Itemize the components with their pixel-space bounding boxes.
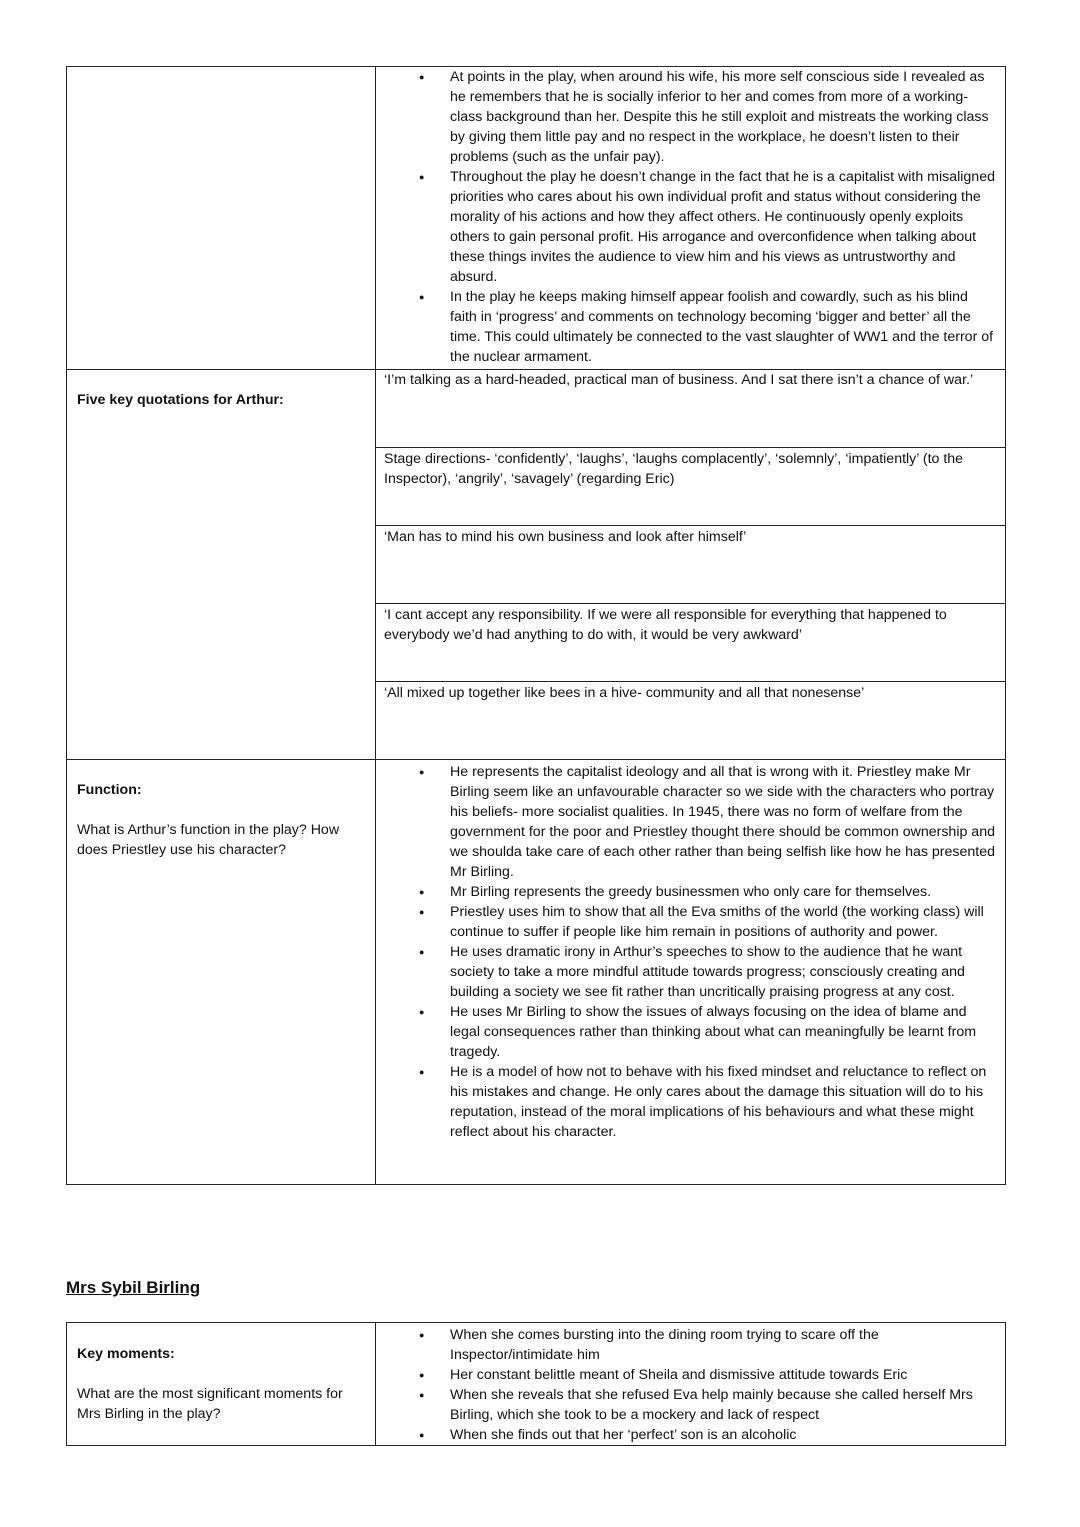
function-cell (376, 760, 1006, 1185)
quote-cell (376, 370, 1006, 448)
list-item: ● Her constant belittle meant of Sheila and dismissive attitude towards Eric (450, 1365, 995, 1385)
quote-3: ‘Man has to mind his own business and look after himself’ (384, 529, 747, 545)
quote-5: ‘All mixed up together like bees in a hive- community and all that nonesense’ (384, 685, 865, 701)
function-label: Function: (77, 782, 142, 798)
empty-label-cell (67, 67, 376, 370)
table-row (67, 760, 1006, 1185)
quote-cell (376, 682, 1006, 760)
list-item: ● Priestley uses him to show that all the Eva smiths of the world (the working class) will continue to suffer if people like him remain in positions of authority and power. (450, 902, 995, 942)
list-item: ● He uses dramatic irony in Arthur’s speeches to show to the audience that he want society to take a more mindful attitude towards progress; consciously creating and building a society we see fit rather than uncritically praising progress at any cost. (450, 942, 995, 1002)
list-item: ● He uses Mr Birling to show the issues of always focusing on the idea of blame and legal consequences rather than thinking about what can meaningfully be learnt from tragedy. (450, 1002, 995, 1062)
character-development-cell (376, 67, 1006, 370)
list-item: ● Mr Birling represents the greedy businessmen who only care for themselves. (450, 882, 995, 902)
key-moments-cell (376, 1323, 1006, 1446)
section-heading-mrs-birling: Mrs Sybil Birling (66, 1278, 201, 1297)
quote-cell (376, 604, 1006, 682)
key-moments-label: Key moments: (77, 1346, 175, 1362)
arthur-analysis-table (66, 66, 1006, 1185)
key-moments-label-cell (67, 1323, 376, 1446)
table-row (67, 370, 1006, 448)
table-row (67, 1323, 1006, 1446)
quote-cell (376, 448, 1006, 526)
list-item: ● At points in the play, when around his wife, his more self conscious side I revealed as he remembers that he is socially inferior to her and comes from more of a working-class background than her. Despite this he still exploit and mistreats the working class by giving them little pay and no respect in the workplace, he doesn’t listen to their problems (such as the unfair pay). (450, 67, 995, 167)
development-bullets (376, 67, 1005, 367)
list-item: ● When she finds out that her ‘perfect’ son is an alcoholic (450, 1425, 995, 1445)
mrs-birling-table (66, 1322, 1006, 1446)
function-question: What is Arthur’s function in the play? How does Priestley use his character? (77, 822, 340, 858)
list-item: ● When she reveals that she refused Eva help mainly because she called herself Mrs Birling, which she took to be a mockery and lack of respect (450, 1385, 995, 1425)
list-item: ● He represents the capitalist ideology and all that is wrong with it. Priestley make Mr Birling seem like an unfavourable character so we side with the characters who portray his beliefs- more socialist qualities. In 1945, there was no form of welfare from the government for the poor and Priestley thought there should be common ownership and we shoulda take care of each other rather than being selfish like how he has presented Mr Birling. (450, 762, 995, 882)
key-moments-bullets (376, 1323, 1005, 1445)
key-moments-question: What are the most significant moments for Mrs Birling in the play? (77, 1386, 343, 1422)
quote-2: Stage directions- ‘confidently’, ‘laughs’, ‘laughs complacently’, ‘solemnly’, ‘impatiently’ (to the Inspector), ‘angrily’, ‘savagely’ (regarding Eric) (384, 451, 964, 487)
function-bullets (376, 760, 1005, 1142)
list-item: ● Throughout the play he doesn’t change in the fact that he is a capitalist with misaligned priorities who cares about his own individual profit and status without considering the morality of his actions and how they affect others. He continuously openly exploits others to gain personal profit. His arrogance and overconfidence when talking about these things invites the audience to view him and his views as untrustworthy and absurd. (450, 167, 995, 287)
table-row (67, 67, 1006, 370)
function-label-cell (67, 760, 376, 1185)
quotations-label-cell (67, 370, 376, 760)
list-item: ● He is a model of how not to behave with his fixed mindset and reluctance to reflect on his mistakes and change. He only cares about the damage this situation will do to his reputation, instead of the moral implications of his behaviours and what these might reflect about his character. (450, 1062, 995, 1142)
list-item: ● In the play he keeps making himself appear foolish and cowardly, such as his blind faith in ‘progress’ and comments on technology becoming ‘bigger and better’ all the time. This could ultimately be connected to the vast slaughter of WW1 and the terror of the nuclear armament. (450, 287, 995, 367)
list-item: ● When she comes bursting into the dining room trying to scare off the Inspector/intimidate him (450, 1325, 995, 1365)
quote-cell (376, 526, 1006, 604)
quote-4: ‘I cant accept any responsibility. If we were all responsible for everything that happened to everybody we’d had anything to do with, it would be very awkward’ (384, 607, 947, 643)
quote-1: ‘I’m talking as a hard-headed, practical man of business. And I sat there isn’t a chance of war.’ (384, 372, 974, 388)
quotations-label: Five key quotations for Arthur: (77, 392, 284, 408)
